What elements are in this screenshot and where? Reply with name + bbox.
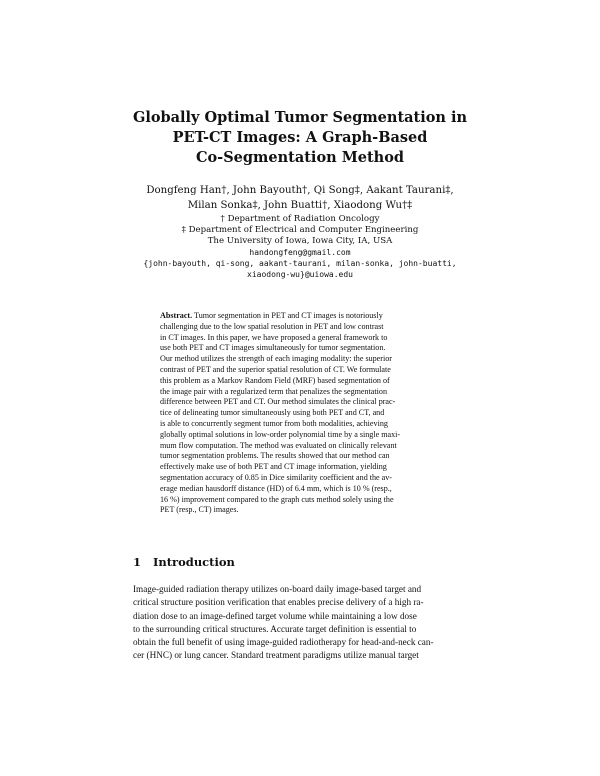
section-heading <box>133 555 235 569</box>
body-line: critical structure position verification that enables precise delivery of a high ra- <box>133 597 424 608</box>
affiliation-block <box>0 214 600 280</box>
body-line: diation dose to an image-defined target volume while maintaining a low dose <box>133 610 417 621</box>
author-line: Milan Sonka‡, John Buatti†, Xiaodong Wu†‡ <box>187 200 413 211</box>
section-number: 1 <box>133 555 142 569</box>
abstract-line: erage median hausdorff distance (HD) of 6.4 mm, which is 10 % (resp., <box>160 483 392 493</box>
email-line: xiaodong-wu}@uiowa.edu <box>247 270 353 279</box>
email-line: {john-bayouth, qi-song, aakant-taurani, milan-sonka, john-buatti, <box>143 259 457 268</box>
abstract-line: 16 %) improvement compared to the graph cuts method solely using the <box>160 494 394 504</box>
abstract-line: challenging due to the low spatial resolution in PET and low contrast <box>160 321 384 331</box>
abstract-line: tumor segmentation problems. The results showed that our method can <box>160 451 390 461</box>
body-line: cer (HNC) or lung cancer. Standard treatment paradigms utilize manual target <box>133 650 419 661</box>
abstract-line: the image pair with a regularized term that penalizes the segmentation <box>160 386 387 396</box>
abstract-line: Our method utilizes the strength of each imaging modality: the superior <box>160 354 392 364</box>
body-line: Image-guided radiation therapy utilizes on-board daily image-based target and <box>133 584 422 594</box>
body-line: to the surrounding critical structures. Accurate target definition is essential to <box>133 623 417 634</box>
abstract-line: tice of delineating tumor simultaneously using both PET and CT, and <box>160 408 385 418</box>
abstract-line <box>160 311 442 322</box>
abstract-line: in CT images. In this paper, we have proposed a general framework to <box>160 332 388 342</box>
abstract-label: Abstract. <box>160 311 193 320</box>
paper-title <box>0 108 600 168</box>
body-text <box>133 583 467 663</box>
abstract-line: this problem as a Markov Random Field (MRF) based segmentation of <box>160 375 390 385</box>
abstract-line: difference between PET and CT. Our method simulates the clinical prac- <box>160 397 396 407</box>
author-line: Dongfeng Han†, John Bayouth†, Qi Song‡, Aakant Taurani‡, <box>146 185 454 196</box>
abstract-line: effectively make use of both PET and CT image information, yielding <box>160 462 387 472</box>
abstract-text: Tumor segmentation in PET and CT images is notoriously <box>194 311 383 320</box>
title-line: PET-CT Images: A Graph-Based <box>172 129 428 146</box>
title-line: Globally Optimal Tumor Segmentation in <box>132 109 468 126</box>
body-line: obtain the full benefit of using image-guided radiotherapy for head-and-neck can- <box>133 637 434 648</box>
author-list <box>0 183 600 213</box>
abstract-line: PET (resp., CT) images. <box>160 505 239 515</box>
abstract-line: contrast of PET and the superior spatial resolution of CT. We formulate <box>160 364 391 374</box>
abstract-line: is able to concurrently segment tumor from both modalities, achieving <box>160 418 388 428</box>
section-title: Introduction <box>153 555 235 569</box>
abstract <box>160 311 442 516</box>
affiliation-line: † Department of Radiation Oncology <box>220 214 380 224</box>
email-line: handongfeng@gmail.com <box>249 248 351 257</box>
title-line: Co-Segmentation Method <box>195 149 405 166</box>
affiliation-line: ‡ Department of Electrical and Computer Engineering <box>181 225 419 235</box>
abstract-line: mum flow computation. The method was evaluated on clinically relevant <box>160 440 397 450</box>
affiliation-line: The University of Iowa, Iowa City, IA, USA <box>207 236 393 246</box>
abstract-line: use both PET and CT images simultaneously for tumor segmentation. <box>160 343 386 353</box>
abstract-line: globally optimal solutions in low-order polynomial time by a single maxi- <box>160 429 401 439</box>
abstract-line: segmentation accuracy of 0.85 in Dice similarity coefficient and the av- <box>160 472 393 482</box>
